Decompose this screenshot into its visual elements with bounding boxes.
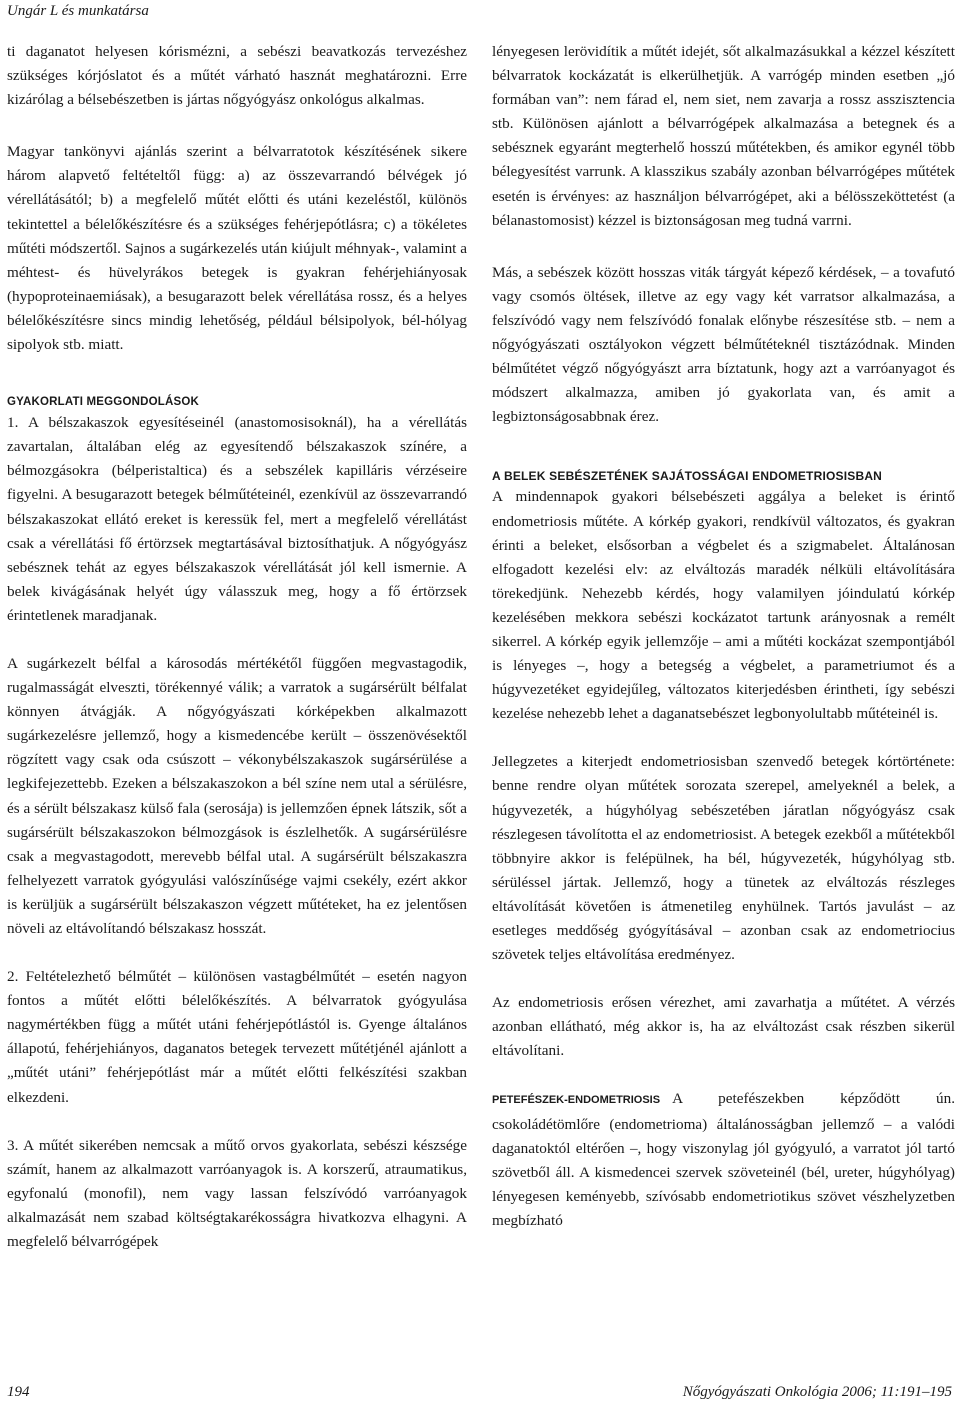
left-paragraph-5: 2. Feltételezhető bélműtét – különösen vastagbélműtét – esetén nagyon fontos a műtét előtti bélelőkészítés. A bélvarratok gyógyulása nagymértékben függ a műtét utáni fehérjepótlástól is. Gyenge általános állapotú, fehérjehiányos, daganatos betegek tervezett műtétjénél ajánlott a „műtét utáni” fehérjepótlást már a műtét előtti felkészítési szakban elkezdeni. bbox=[7, 968, 467, 1106]
section-heading-practical: GYAKORLATI MEGGONDOLÁSOK bbox=[7, 396, 200, 409]
left-column bbox=[7, 40, 467, 1254]
left-paragraph-2: Magyar tankönyvi ajánlás szerint a bélvarratotok készítésének sikere három alapvető feltételtől függ: a) az összevarrandó bélvégek jó vérellátásától; b) a megfelelő műtét előtti és utáni kezeléstől, különös tekintettel a bélelőkészítésre és a szükséges fehérjepótlásra; c) a tökéletes műtéti módszertől. Sajnos a sugárkezelés után kiújult méhnyak-, valamint a méhtest- és hüvelyrákos betegek is gyakran fehérjehiányosak (hypoproteinaemiásak), a besugarazott belek vérellátása rossz, és a helyes bélelőkészítésre sincs mindig lehetőség, például bélsipolyok, bél-hólyag sipolyok stb. miatt. bbox=[7, 143, 467, 354]
right-paragraph-4: Jellegzetes a kiterjedt endometriosisban szenvedő betegek kórtörténete: benne rendre olyan műtétek sorozata szerepel, amelyeknél a belek, a húgyvezeték, a húgyhólyag sebészetében járatlan nőgyógyász csak részlegesen távolította el az endometriosist. A betegek ezekből a műtétekből többnyire akkor is felépülnek, ha bél, húgyvezeték, húgyhólyag stb. sérüléssel jártak. Jellemző, hogy a tünetek az elváltozás részleges eltávolítását követően is átmenetileg enyhülnek. Tartós javulást – az esetleges meddőség gyógyításával – azonban csak az endometriocius szövetek teljes eltávolítása eredményez. bbox=[492, 753, 955, 964]
page-number: 194 bbox=[7, 1384, 30, 1400]
section-heading-ovary: PETEFÉSZEK-ENDOMETRIOSIS bbox=[492, 1094, 661, 1107]
right-paragraph-6 bbox=[492, 1087, 955, 1233]
section-heading-endometriosis: A BELEK SEBÉSZETÉNEK SAJÁTOSSÁGAI ENDOMETRIOSISBAN bbox=[492, 469, 883, 484]
right-paragraph-6-text: A petefészekben képződött ún. csokoládétömlőre (endometrioma) általánosságban jellemző – a valódi daganatoktól eltérően –, hogy viszonylag jól gyógyuló, a varratot jól tartó szövetből áll. A kismedencei szervek szöveteinél (bél, ureter, húgyhólyag) lényegesen keményebb, szívósabb endometriotikus szövet vészhelyzetben megbízható bbox=[492, 1090, 955, 1229]
journal-citation: Nőgyógyászati Onkológia 2006; 11:191–195 bbox=[682, 1384, 952, 1400]
right-paragraph-5: Az endometriosis erősen vérezhet, ami zavarhatja a műtétet. A vérzés azonban ellátható, még akkor is, ha az elváltozást csak részben sikerül eltávolítani. bbox=[492, 994, 955, 1060]
right-paragraph-3: A mindennapok gyakori bélsebészeti aggálya a beleket is érintő endometriosis műtéte. A kórkép gyakori, rendkívül változatos, és gyakran érinti a beleket, elsősorban a végbelet és a szigmabelet. Általánosan elfogadott kezelési elv: az elváltozás maradék nélküli eltávolítására törekedjünk. Nehezebb kérdés, hogy valamilyen jóindulatú kórkép kezelésében mekkora sebészi kockázatot tartunk arányosnak a remélt sikerrel. A kórkép egyik jellemzője – ami a műtéti kockázat szempontjából is lényeges –, hogy a betegség a végbelet, a parametriumot és a húgyvezetéket egyidejűleg, változatos kiterjedésben érintheti, így sebészi kezelése nehezebb lehet a daganatsebészet legbonyolultabb műtéteinél is. bbox=[492, 488, 955, 723]
running-header-author: Ungár L és munkatársa bbox=[7, 3, 149, 19]
left-paragraph-1: ti daganatot helyesen kórismézni, a sebészi beavatkozás tervezéshez szükséges kórjóslatot és a műtét várható hasznát meghatározni. Erre kizárólag a bélsebészetben is jártas nőgyógyász onkológus alkalmas. bbox=[7, 43, 467, 109]
right-paragraph-1: lényegesen lerövidítik a műtét idejét, sőt alkalmazásukkal a kézzel készített bélvarratok kockázatát is elkerülhetjük. A varrógép minden esetben „jó formában van”: nem fárad el, nem siet, nem zavarja a rossz asszisztencia stb. Különösen ajánlott a bélvarrógépek alkalmazása a betegnek és a sebésznek egyaránt megterhelő hosszú műtétekben, és amikor egynél több bélegyesítést varrunk. A klasszikus szabály azonban bélvarrógépes műtétek esetén is érvényes: az használjon bélvarrógépet, aki a bélösszeköttetést (a bélanastomosist) kézzel is biztonságosan meg tudná varrni. bbox=[492, 43, 955, 229]
left-paragraph-4: A sugárkezelt bélfal a károsodás mértékétől függően megvastagodik, rugalmasságát elveszti, törékennyé válik; a varratok a sugársérült bélfalat könnyen átvágják. A nőgyógyászati kórképekben alkalmazott sugárkezelésre jellemző, hogy a kismedencébe került – összenövésektől rögzített vagy csak oda csúszott – vékonybélszakaszok sugársérülése a legkifejezettebb. Ezeken a bélszakaszokon a bél színe nem utal a sérülésre, és a sérült bélszakasz külső fala (serosája) is jellemzően épnek látszik, sőt a sugársérült bélszakaszokon bélmozgások is észlelhetők. A sugársérülésre csak a megvastagodott, merevebb bélfal utal. A sugársérült bélszakaszra felhelyezett varratok gyógyulási valószínűsége vajmi csekély, ezért akkor is kerüljük a sugársérült bélszakaszon végzett műtéteket, ha ez jelentősen növeli az eltávolítandó bélszakasz hosszát. bbox=[7, 654, 467, 937]
right-paragraph-2: Más, a sebészek között hosszas viták tárgyát képező kérdések, – a tovafutó vagy csomós öltések, illetve az egy vagy két varratsor alkalmazása, a felszívódó vagy nem felszívódó fonalak előnybe részesítése stb. – nem a nőgyógyászati osztályokon végzett bélműtéteknél tisztázódnak. Minden bélműtétet végző nőgyógyászt arra bíztatunk, hogy azt a varróanyagot és módszert alkalmazza, amiben jó gyakorlata van, és amit a legbiztonságosabbnak érez. bbox=[492, 263, 955, 426]
right-column bbox=[492, 40, 955, 1233]
left-paragraph-3: 1. A bélszakaszok egyesítéseinél (anastomosisoknál), ha a vérellátás zavartalan, általában elég az egyesítendő bélszakaszok színére, a bélmozgásokra (bélperistaltica) és a sebszélek kapilláris vérzéseire figyelni. A besugarazott betegek bélműtéteinél, ezenkívül az összevarrandó bélszakaszokat ellátó ereket is keressük fel, mert a megfelelő vérellátást csak a vérellátási fő értörzsek megtartásával biztosíthatjuk. A nőgyógyász sebésznek tehát az egyes bélszakaszok vérellátását jól kell ismernie. A belek kivágásának helyét úgy válasszuk meg, hogy a fő értörzsek érintetlenek maradjanak. bbox=[7, 414, 467, 624]
left-paragraph-6: 3. A műtét sikerében nemcsak a műtő orvos gyakorlata, sebészi készsége számít, hanem az alkalmazott varróanyagok is. A korszerű, atraumatikus, egyfonalú (monofil), nem vagy lassan felszívódó varróanyagok alkalmazását nem szabad költségtakarékosságra hivatkozva elhagyni. A megfelelő bélvarrógépek bbox=[7, 1136, 467, 1251]
